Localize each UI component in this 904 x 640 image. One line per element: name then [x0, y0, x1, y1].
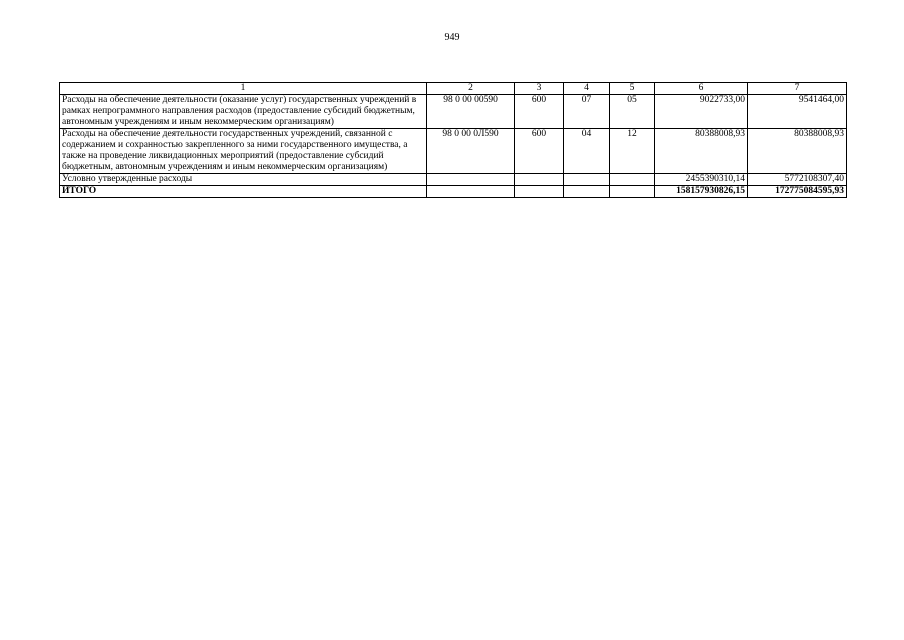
header-cell: 3	[515, 83, 564, 95]
expense-type-code: 600	[515, 129, 564, 174]
total-amount-year1: 158157930826,15	[655, 186, 748, 198]
empty-cell	[564, 186, 610, 198]
table-row	[60, 129, 847, 174]
header-cell: 5	[610, 83, 655, 95]
section-code	[564, 174, 610, 186]
table-header-row	[60, 83, 847, 95]
expense-type-code: 600	[515, 95, 564, 129]
amount-year1: 9022733,00	[655, 95, 748, 129]
row-description: Расходы на обеспечение деятельности государственных учреждений, связанной с содержанием и сохранностью закрепленного за ними государственного имущества, а также на проведение ликвидационных мероприятий (предоставление субсидий бюджетным, автономным учреждениям и иным некоммерческим организациям)	[60, 129, 427, 174]
target-article-code: 98 0 00 0Л590	[427, 129, 515, 174]
total-amount-year2: 172775084595,93	[748, 186, 847, 198]
header-cell: 1	[60, 83, 427, 95]
row-description: Условно утвержденные расходы	[60, 174, 427, 186]
section-code: 07	[564, 95, 610, 129]
total-row	[60, 186, 847, 198]
header-cell: 6	[655, 83, 748, 95]
page-number: 949	[444, 32, 460, 43]
table-row	[60, 95, 847, 129]
empty-cell	[427, 186, 515, 198]
amount-year2: 9541464,00	[748, 95, 847, 129]
amount-year2: 5772108307,40	[748, 174, 847, 186]
subsection-code: 12	[610, 129, 655, 174]
section-code: 04	[564, 129, 610, 174]
amount-year2: 80388008,93	[748, 129, 847, 174]
header-cell: 4	[564, 83, 610, 95]
subsection-code	[610, 174, 655, 186]
total-label: ИТОГО	[60, 186, 427, 198]
header-cell: 2	[427, 83, 515, 95]
target-article-code	[427, 174, 515, 186]
empty-cell	[610, 186, 655, 198]
table-row	[60, 174, 847, 186]
amount-year1: 80388008,93	[655, 129, 748, 174]
empty-cell	[515, 186, 564, 198]
target-article-code: 98 0 00 00590	[427, 95, 515, 129]
subsection-code: 05	[610, 95, 655, 129]
row-description: Расходы на обеспечение деятельности (оказание услуг) государственных учреждений в рамках непрограммного направления расходов (предоставление субсидий бюджетным, автономным учреждениям и иным некоммерческим организациям)	[60, 95, 427, 129]
expense-type-code	[515, 174, 564, 186]
budget-table	[59, 82, 847, 198]
header-cell: 7	[748, 83, 847, 95]
amount-year1: 2455390310,14	[655, 174, 748, 186]
